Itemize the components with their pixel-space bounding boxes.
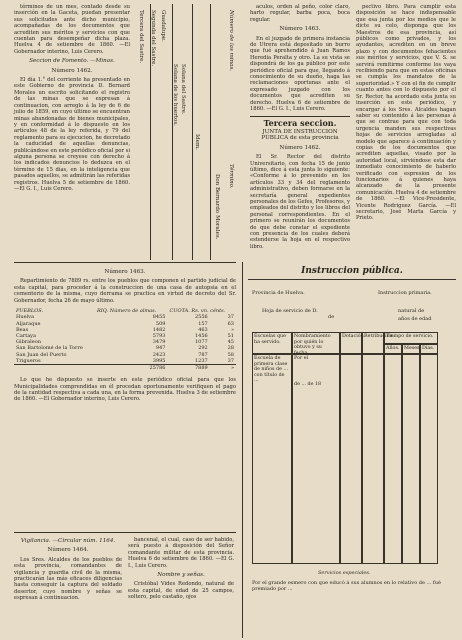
reparto-footer: Lo que he dispuesto se inserte en este periódico oficial para que los Municipalidades comprendidas en él procedan oportunamente verifiquen el pago de la cantidad respectiva a cada una, en la forma prevenida. Huelva 3 de setiembre de 1860. —El Gobernador interino, Luis Cerero. bbox=[14, 377, 236, 403]
totals-row: 25786 7889 » bbox=[14, 365, 236, 372]
reparto-number: Número 1463. bbox=[104, 269, 146, 275]
col-dotacion: Dotación. bbox=[340, 332, 362, 354]
column-d bbox=[356, 4, 456, 224]
row-nombramiento bbox=[292, 354, 340, 564]
reparto-section bbox=[14, 266, 236, 405]
rector-notice: El Sr. Rector del distrito Universitario, con fecha 15 de junio último, dice á esta junta lo siguiente: «Conforme á lo prevenido en los artículos 33 y 34 del reglamento administrativo, deben formarse en la secretaría general expedientes personales de los Gefes, Profesores, y empleados del distrito y los libros del personal correspondientes. En el primero se reunirán los documentos de que debe constar el expediente con presencia de los cuales deberá estenderse la hoja en el respectivo libro. bbox=[250, 154, 350, 250]
vigilancia-section bbox=[14, 535, 122, 604]
column-c bbox=[250, 4, 350, 252]
services-heading: Servicios especiales. bbox=[318, 570, 371, 576]
mine-name-3: Guadalupe. bbox=[160, 10, 166, 42]
sub-dias: Días. bbox=[420, 344, 438, 354]
notice-number-3: Número 1462. bbox=[279, 144, 321, 151]
mine-name-2: Segunda del Sastre. bbox=[150, 10, 156, 67]
row-dias bbox=[420, 354, 438, 564]
service-form bbox=[248, 262, 456, 638]
col-cuota: CUOTA. Rs. vn. cénts. bbox=[169, 308, 226, 315]
description-text: aculos, orden al peño, color claro, harto regular, barba poca, boca regular. bbox=[250, 4, 350, 23]
interesado-1: Don Bernardo Morales. bbox=[214, 174, 220, 240]
reparto-text: Repartimiento de 7889 rs. entre los pueblos que componen el partido judicial de esta capital, para proceder á la construccion de una casa de autopsia en el cementerio de la misma, cuyo derrama se practica en virtud de decreto del Sr. Gobernador, fecha 26 de mayo último. bbox=[14, 278, 236, 304]
services-text: Por el grande esmero con que educó á sus alumnos en lo relativo de ... fué premiado por ... bbox=[252, 580, 441, 592]
type-label: Instruccion primaria. bbox=[378, 290, 432, 296]
col-pueblos: PUEBLOS. bbox=[16, 308, 44, 315]
col-retribucion: Retribución. bbox=[362, 332, 384, 354]
parage-2: Solana del Sastre. bbox=[180, 64, 186, 115]
row-meses bbox=[402, 354, 420, 564]
de-label: de bbox=[328, 314, 335, 320]
row-anos bbox=[384, 354, 402, 564]
table-row: San Bartolomé de la Torre 947 292 28 bbox=[16, 345, 234, 352]
row-dotacion bbox=[340, 354, 362, 564]
col-almas: RIQ. Número de almas. bbox=[97, 308, 157, 315]
fecha-label: de ... de 18 bbox=[294, 381, 322, 387]
col-nombramiento: Nombramiento por quién lo obtuvo y su fecha. bbox=[292, 332, 340, 354]
notice-number: Número 1462. bbox=[51, 67, 93, 74]
rector-notice-continued: pectivo libro. Para cumplir esta disposición se hace indispensable que esa junta por los medios que le dicte su celo, disponga que los Maestros de esa provincia, así públicos como privados, y los ayudantes, acrediten en un breve plazo y con documentos fehacientes sus méritos y servicios, que V. S. se servirá remitirme conforme los vaya recibiendo para que en estas oficinas se cumpla los mandatos de la superioridad.» Y con el fin de cumplir cuanto antes con lo dispuesto por el Sr. Rector, ha acordado esta junta su inserción en este periódico, y encargar á los Sres. Alcaldes hagan saber su contenido á las personas á que se contrae para que con toda urgencia manden sus respectivas hojas de servicios arregladas al modelo que aparece á continuación y copias de los documentos que acrediten aquellas, visado por la autoridad local, sirviéndose esta dar inmediato conocimiento de haberlo verificado con espresion de los funcionarios á quienes haya alcanzado de la presente comunicación. Huelva 4 de setiembre de 1860. —El Vice-Presidente, Vicente Rodriguez García. —El secretario, José Marta García y Prieto. bbox=[356, 4, 456, 222]
mines-table bbox=[136, 4, 228, 260]
sub-anos: Años. bbox=[384, 344, 402, 354]
form-title: Instruccion pública. bbox=[301, 266, 403, 276]
mine-name-1: Tercera del Sastre. bbox=[138, 10, 144, 64]
natural-label: natural de bbox=[398, 308, 425, 314]
names-label: Nombre y señas. bbox=[157, 572, 205, 579]
table-row: Aljaraque 509 157 63 bbox=[16, 320, 234, 327]
table-row: San Juan del Puerto 2423 787 58 bbox=[16, 351, 234, 358]
deserter-section bbox=[128, 537, 234, 603]
table-row: Huelva 8455 2556 37 bbox=[16, 314, 234, 321]
deserter-text: bancenal, el cual, caso de ser habido, será puesto á disposición del Señor comandante militar de esta provincia. Huelva 6 de setiembre de 1860. —El G. I., Luis Cerero. bbox=[128, 537, 234, 569]
municipality-table bbox=[14, 308, 236, 371]
table-row: Trigueros 3995 1237 37 bbox=[16, 357, 234, 364]
column-a bbox=[14, 4, 130, 194]
junta-heading: JUNTA DE INSTRUCCION PÚBLICA de esta provincia bbox=[261, 128, 339, 142]
table-row: Cartaya 5793 1456 51 bbox=[16, 333, 234, 340]
header-termino: Término. bbox=[228, 164, 234, 189]
province-label: Provincia de Huelva. bbox=[252, 290, 305, 296]
edad-label: años de edad bbox=[398, 316, 432, 322]
vigilancia-heading: Vigilancia. —Circular núm. 1164. bbox=[20, 538, 116, 544]
col-tiempo: Tiempo de servicio. bbox=[384, 332, 438, 344]
row-escuela: Escuela de primera clase de niños de ... con título de ... bbox=[252, 354, 292, 564]
mines-notice-body: El día 1.° del corriente ha presentado en este Gobierno de provincia D. Bernard Morales un escrito solicitando el registro de las minas que se expresan á continuacion, con arreglo á la ley de 6 de julio de 1859, en cuyo último se encuentran minas abandonadas de bienes municipales, y en conformidad á lo dispuesto en los artículos 48 de la ley referida, y 79 del reglamento para su ejecucion, he decretado la caducidad de aquellas denuncias, publicándose en este periódico oficial por si alguna persona se creyese con derecho á los indicados denuncios lo deduzca en el término de 15 días, en la inteligencia que pasados aquellos, se admitirán las referidas registros. Huelva 5 de setiembre de 1860. —El G. I., Luis Cerero. bbox=[14, 77, 130, 192]
termino-1: Idem. bbox=[194, 134, 200, 150]
parage-1: Solana de los huertos. bbox=[172, 64, 178, 126]
sub-meses: Meses. bbox=[402, 344, 420, 354]
section-heading: Seccion de Fomento. —Minas. bbox=[29, 58, 115, 65]
col-escuelas: Escuelas que ha servido. bbox=[252, 332, 292, 354]
intro-paragraph: términos de un mes, contado desde su inserción en la Gaceta, puedan presentar sus solicitudes ante dicho municipio, acompañadas de los documentos que acrediten sus méritos y servicios con que cuentan para desempeñar dicha plaza. Huelva 4 de setiembre de 1860. —El Gobernador interino, Luis Cerero. bbox=[14, 4, 130, 55]
row-retribucion bbox=[362, 354, 384, 564]
header-mines: Número de las minas. bbox=[228, 10, 234, 72]
por-label: Por el bbox=[294, 356, 309, 361]
deserter-description: Cristóbal Vides Redondo, natural de esta capital, de edad de 25 campos, soltero, pelo castaño, ojos bbox=[128, 581, 234, 601]
vigilancia-text: Los Sres. Alcaldes de los pueblos de esta provincia, comandantes de vigilancia y guardia civil de la misma, practicarán las más eficaces diligencias hasta conseguir la captura del soldado desertor, cuyo nombre y señas se espresan á continuacion. bbox=[14, 556, 122, 602]
section-title: Tercera seccion. bbox=[263, 117, 337, 128]
table-row: Gibraleon 3479 1077 45 bbox=[16, 339, 234, 346]
vigilancia-number: Número 1464. bbox=[47, 547, 89, 554]
table-row: Beas 1482 463 » bbox=[16, 326, 234, 333]
hoja-label: Hoja de servicio de D. bbox=[262, 308, 318, 314]
notice-number-2: Número 1463. bbox=[279, 26, 321, 33]
burro-notice: En el juzgado de primera instancia de Utrera está depositado un burro que fué aprehendido á Juan Ramos Heredia Peralta y otro. La su vista se dispondrá de los ga público por este periódico oficial para que, llegando á conocimiento de su dueño, haga las reclamaciones oportunas ante el expresado juzgado con los documentos que acrediten su derecho. Huelva 6 de setiembre de 1860. —El G. I., Luis Cerero. bbox=[250, 35, 350, 113]
table-headers bbox=[228, 4, 236, 260]
